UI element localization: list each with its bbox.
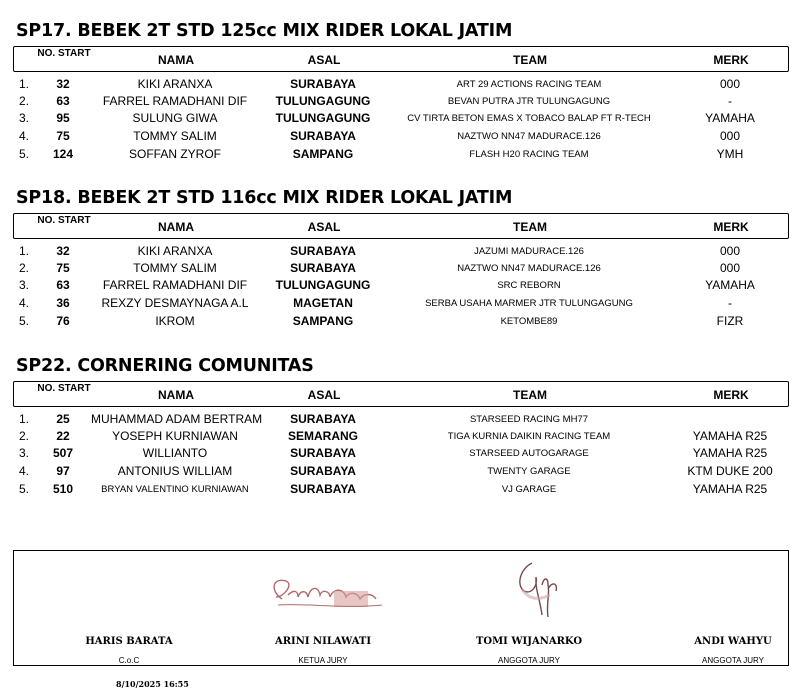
col-asal: ASAL (307, 388, 341, 402)
bike-brand: 000 (719, 244, 741, 258)
signature-andi (638, 635, 806, 667)
rider-origin: TULUNGAGUNG (275, 94, 371, 108)
bike-brand: YMH (716, 147, 744, 161)
signatory-name: ARINI NILAWATI (274, 636, 372, 647)
section-title: SP17. BEBEK 2T STD 125cc MIX RIDER LOKAL JATIM (16, 21, 513, 41)
table-row (13, 463, 789, 480)
rider-origin: SEMARANG (287, 429, 358, 443)
signatory-role: C.o.C (118, 656, 140, 665)
signature-box (13, 550, 789, 666)
col-merk: MERK (713, 220, 749, 234)
rider-name: KIKI ARANXA (137, 244, 213, 258)
row-index: 1. (19, 412, 30, 426)
team-name: BEVAN PUTRA JTR TULUNGAGUNG (447, 96, 611, 107)
start-number: 32 (56, 77, 70, 91)
table-row (13, 481, 789, 498)
start-number: 75 (56, 261, 70, 275)
bike-brand: YAMAHA R25 (692, 429, 768, 443)
table-row (13, 243, 789, 260)
rider-name: FARREL RAMADHANI DIF (102, 94, 248, 108)
table-row (13, 260, 789, 277)
start-number: 25 (56, 412, 70, 426)
col-team: TEAM (513, 220, 547, 234)
start-number: 76 (56, 314, 70, 328)
rider-name: SULUNG GIWA (132, 111, 218, 125)
signatory-role: ANGGOTA JURY (498, 656, 560, 665)
team-name: ART 29 ACTIONS RACING TEAM (456, 79, 602, 90)
table-row (13, 445, 789, 462)
team-name: NAZTWO NN47 MADURACE.126 (457, 131, 601, 142)
team-name: KETOMBE89 (500, 316, 558, 327)
row-index: 2. (19, 429, 30, 443)
rider-origin: SURABAYA (290, 261, 356, 275)
row-index: 2. (19, 261, 30, 275)
start-number: 63 (56, 278, 70, 292)
team-name: VJ GARAGE (501, 484, 557, 495)
col-nama: NAMA (158, 220, 194, 234)
col-merk: MERK (713, 388, 749, 402)
table-row (13, 110, 789, 127)
rider-name: MUHAMMAD ADAM BERTRAM (91, 412, 263, 426)
signatory-role: ANGGOTA JURY (702, 656, 764, 665)
col-asal: ASAL (307, 53, 341, 67)
bike-brand: - (728, 296, 732, 310)
signatory-name: TOMI WIJANARKO (475, 636, 583, 647)
col-nama: NAMA (158, 53, 194, 67)
rider-name: SOFFAN ZYROF (128, 147, 221, 161)
bike-brand: 000 (719, 261, 741, 275)
rider-name: KIKI ARANXA (137, 77, 213, 91)
team-name: TWENTY GARAGE (487, 466, 571, 477)
bike-brand: - (728, 94, 732, 108)
team-name: SRC REBORN (497, 280, 561, 291)
col-no-start: NO. START (37, 215, 91, 226)
row-index: 3. (19, 278, 30, 292)
bike-brand: 000 (719, 77, 741, 91)
team-name: STARSEED AUTOGARAGE (469, 448, 589, 459)
row-index: 1. (19, 77, 30, 91)
start-number: 124 (52, 147, 74, 161)
col-team: TEAM (513, 388, 547, 402)
row-index: 3. (19, 111, 30, 125)
col-no-start: NO. START (37, 383, 91, 394)
row-index: 3. (19, 446, 30, 460)
start-number: 75 (56, 129, 70, 143)
start-number: 63 (56, 94, 70, 108)
team-name: STARSEED RACING MH77 (469, 414, 589, 425)
row-index: 5. (19, 482, 30, 496)
table-header (13, 46, 789, 72)
rider-name: IKROM (155, 314, 195, 328)
table-row (13, 146, 789, 163)
section-title: SP18. BEBEK 2T STD 116cc MIX RIDER LOKAL JATIM (16, 188, 513, 208)
section-title: SP22. CORNERING COMUNITAS (16, 356, 314, 376)
table-row (13, 93, 789, 110)
bike-brand: YAMAHA R25 (692, 446, 768, 460)
col-merk: MERK (713, 53, 749, 67)
start-number: 32 (56, 244, 70, 258)
start-number: 22 (56, 429, 70, 443)
bike-brand: YAMAHA (705, 278, 755, 292)
signature-arini (228, 635, 418, 667)
signature-tomi (434, 635, 624, 667)
signature-tomi-image (502, 555, 572, 625)
rider-origin: TULUNGAGUNG (275, 111, 371, 125)
row-index: 4. (19, 464, 30, 478)
bike-brand: YAMAHA (705, 111, 755, 125)
row-index: 5. (19, 314, 30, 328)
rider-name: TOMMY SALIM (133, 129, 217, 143)
rider-origin: SURABAYA (290, 446, 356, 460)
rider-name: ANTONIUS WILLIAM (117, 464, 233, 478)
team-name: SERBA USAHA MARMER JTR TULUNGAGUNG (425, 298, 633, 309)
rider-origin: SAMPANG (292, 314, 354, 328)
signature-arini-image (264, 569, 394, 619)
rider-origin: SURABAYA (290, 244, 356, 258)
row-index: 1. (19, 244, 30, 258)
signatory-role: KETUA JURY (298, 656, 348, 665)
col-team: TEAM (513, 53, 547, 67)
print-timestamp: 8/10/2025 16:55 (116, 679, 189, 688)
bike-brand: FIZR (716, 314, 744, 328)
rider-origin: SURABAYA (290, 482, 356, 496)
team-name: TIGA KURNIA DAIKIN RACING TEAM (447, 431, 611, 442)
table-header (13, 213, 789, 239)
team-name: CV TIRTA BETON EMAS X TOBACO BALAP FT R-TECH (407, 113, 651, 124)
rider-name: WILLIANTO (142, 446, 208, 460)
table-row (13, 295, 789, 312)
bike-brand: YAMAHA R25 (692, 482, 768, 496)
row-index: 5. (19, 147, 30, 161)
start-number: 97 (56, 464, 70, 478)
team-name: JAZUMI MADURACE.126 (474, 246, 584, 257)
col-nama: NAMA (158, 388, 194, 402)
start-number: 510 (52, 482, 74, 496)
rider-origin: TULUNGAGUNG (275, 278, 371, 292)
row-index: 4. (19, 129, 30, 143)
start-number: 36 (56, 296, 70, 310)
row-index: 4. (19, 296, 30, 310)
rider-origin: SURABAYA (290, 77, 356, 91)
row-index: 2. (19, 94, 30, 108)
rider-origin: SURABAYA (290, 464, 356, 478)
rider-name: REXZY DESMAYNAGA A.L (101, 296, 249, 310)
table-row (13, 277, 789, 294)
rider-name: YOSEPH KURNIAWAN (112, 429, 238, 443)
bike-brand: 000 (719, 129, 741, 143)
team-name: FLASH H20 RACING TEAM (469, 149, 589, 160)
start-number: 507 (52, 446, 74, 460)
signatory-name: ANDI WAHYU (694, 636, 772, 647)
col-no-start: NO. START (37, 48, 91, 59)
table-row (13, 428, 789, 445)
rider-origin: SURABAYA (290, 129, 356, 143)
rider-origin: SAMPANG (292, 147, 354, 161)
team-name: NAZTWO NN47 MADURACE.126 (457, 263, 601, 274)
col-asal: ASAL (307, 220, 341, 234)
signatory-name: HARIS BARATA (85, 636, 173, 647)
rider-name: FARREL RAMADHANI DIF (102, 278, 248, 292)
signature-haris (34, 635, 224, 667)
table-row (13, 76, 789, 93)
bike-brand: KTM DUKE 200 (687, 464, 773, 478)
start-number: 95 (56, 111, 70, 125)
rider-origin: MAGETAN (293, 296, 353, 310)
table-row (13, 411, 789, 428)
rider-origin: SURABAYA (290, 412, 356, 426)
table-header (13, 381, 789, 407)
rider-name: BRYAN VALENTINO KURNIAWAN (101, 484, 249, 495)
table-row (13, 313, 789, 330)
table-row (13, 128, 789, 145)
rider-name: TOMMY SALIM (133, 261, 217, 275)
